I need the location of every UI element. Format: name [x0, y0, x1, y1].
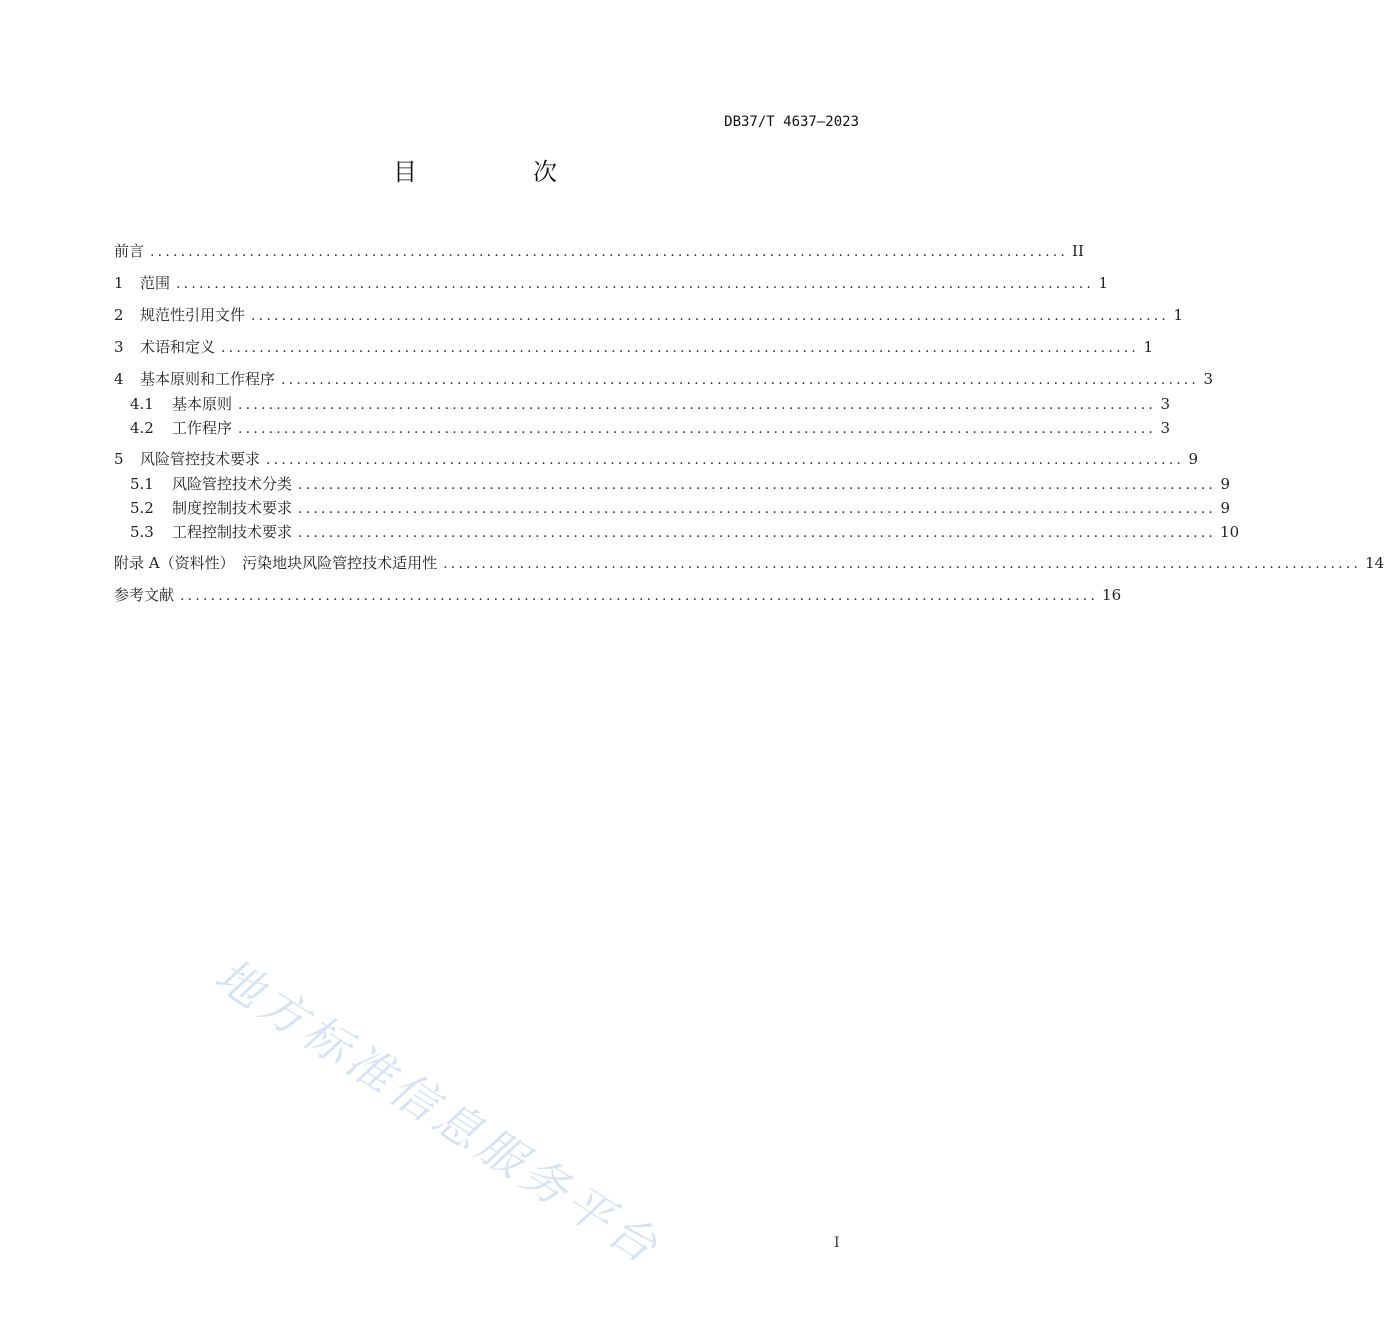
toc-leader-dots: ........................................................................................................................ [176, 276, 1095, 292]
toc-entry-5-2[interactable] [130, 497, 1231, 519]
toc-leader-dots: ........................................................................................................................ [180, 588, 1099, 604]
toc-page-number: 14 [1365, 554, 1384, 572]
toc-leader-dots: ........................................................................................................................ [298, 525, 1217, 541]
toc-entry-4-1[interactable] [130, 393, 1171, 415]
toc-entry-appendix-a[interactable] [114, 552, 1384, 574]
toc-leader-dots: ........................................................................................................................ [238, 421, 1157, 437]
toc-label: 制度控制技术要求 [172, 499, 293, 517]
toc-title: 目 次 [393, 158, 603, 186]
toc-number: 5.3 [130, 523, 154, 541]
toc-number: 4.2 [130, 419, 154, 437]
toc-entry-4-2[interactable] [130, 417, 1171, 439]
toc-entry-normative-references[interactable] [114, 304, 1184, 326]
toc-entry-foreword[interactable] [114, 240, 1084, 262]
toc-leader-dots: ........................................................................................................................ [251, 308, 1170, 324]
toc-label: 风险管控技术要求 [140, 450, 261, 468]
toc-label: 风险管控技术分类 [172, 475, 293, 493]
toc-page-number: 16 [1102, 586, 1122, 604]
toc-leader-dots: ........................................................................................................................ [150, 244, 1069, 260]
toc-entry-terms[interactable] [114, 336, 1154, 358]
toc-label: 基本原则 [172, 395, 233, 413]
toc-entry-scope[interactable] [114, 272, 1109, 294]
toc-label: 术语和定义 [140, 338, 216, 356]
toc-page-number: II [1072, 242, 1084, 260]
toc-page-number: 9 [1220, 499, 1231, 517]
toc-page-number: 3 [1160, 419, 1171, 437]
toc-number: 5.2 [130, 499, 154, 517]
document-code: DB37/T 4637—2023 [724, 114, 859, 130]
toc-number: 2 [114, 306, 124, 324]
toc-leader-dots: ........................................................................................................................ [281, 372, 1200, 388]
toc-label: 范围 [140, 274, 171, 292]
toc-leader-dots: ........................................................................................................................ [298, 477, 1217, 493]
toc-number: 1 [114, 274, 124, 292]
toc-label: 工作程序 [172, 419, 233, 437]
page-number: I [834, 1235, 840, 1251]
toc-page-number: 10 [1220, 523, 1240, 541]
toc-page-number: 1 [1143, 338, 1154, 356]
toc-label: 前言 [114, 242, 145, 260]
toc-entry-5-1[interactable] [130, 473, 1231, 495]
toc-number: 5.1 [130, 475, 154, 493]
toc-number: 4 [114, 370, 124, 388]
toc-label: 工程控制技术要求 [172, 523, 293, 541]
toc-leader-dots: ........................................................................................................................ [266, 452, 1185, 468]
toc-leader-dots: ........................................................................................................................ [221, 340, 1140, 356]
toc-number: 3 [114, 338, 124, 356]
toc-page-number: 1 [1173, 306, 1184, 324]
toc-number: 4.1 [130, 395, 154, 413]
toc-number: 5 [114, 450, 124, 468]
toc-page-number: 3 [1203, 370, 1214, 388]
toc-page-number: 9 [1188, 450, 1199, 468]
toc-leader-dots: ........................................................................................................................ [443, 556, 1362, 572]
toc-entry-principles[interactable] [114, 368, 1214, 390]
toc-page-number: 9 [1220, 475, 1231, 493]
toc-label: 参考文献 [114, 586, 175, 604]
toc-label: 附录 A（资料性） 污染地块风险管控技术适用性 [114, 554, 438, 572]
toc-leader-dots: ........................................................................................................................ [298, 501, 1217, 517]
toc-page-number: 1 [1098, 274, 1109, 292]
toc-entry-5-3[interactable] [130, 521, 1240, 543]
toc-leader-dots: ........................................................................................................................ [238, 397, 1157, 413]
toc-label: 基本原则和工作程序 [140, 370, 276, 388]
toc-label: 规范性引用文件 [140, 306, 246, 324]
toc-entry-bibliography[interactable] [114, 584, 1122, 606]
watermark-text: 地方标准信息服务平台 [205, 947, 672, 1277]
toc-entry-risk-control[interactable] [114, 448, 1199, 470]
toc-page-number: 3 [1160, 395, 1171, 413]
